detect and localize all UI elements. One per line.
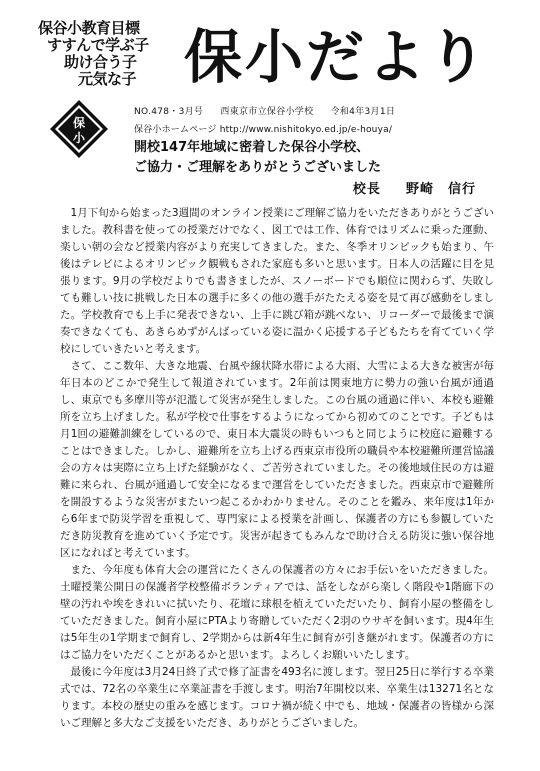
goals-title: 保谷小教育目標: [38, 19, 140, 37]
principal-signature: [353, 178, 476, 197]
homepage-label: 保谷小ホームページ: [134, 125, 217, 135]
homepage-url[interactable]: http://www.nishitokyo.ed.jp/e-houya/: [219, 125, 393, 135]
school-name: 西東京市立保谷小学校: [220, 107, 314, 117]
school-emblem-icon: [48, 98, 110, 160]
article-body: [60, 205, 494, 732]
goal-item: 助け合う子: [64, 53, 137, 71]
principal-name: 野崎 信行: [405, 182, 476, 197]
headline-line: 開校147年地域に密着した保谷小学校、: [134, 140, 370, 155]
body-paragraph: また、今年度も体育大会の運営にたくさんの保護者の方々にお手伝いをいただきました。土曜授業公開日の保護者学校整備ボランティアでは、話をしながら楽しく階段や1階廊下の壁の汚れや埃をきれいに拭いたり、花壇に球根を植えていただいたり、飼育小屋の整備をしていただきました。飼育小屋にPTAより寄贈していただく2羽のウサギを飼います。現4年生は5年生の1学期まで飼育し、2学期からは新4年生に飼育が引き継がれます。保護者の方にはご協力をいただくことがあるかと思います。よろしくお願いいたします。: [60, 564, 494, 661]
principal-title: 校長: [352, 182, 381, 197]
homepage-line: [134, 122, 392, 135]
issue-number: NO.478・3月号: [134, 107, 204, 117]
body-paragraph: 最後に今年度は3月24日終了式で修了証書を493名に渡します。翌日25日に挙行する卒業式では、72名の卒業生に卒業証書を手渡します。明治7年開校以来、卒業生は13271名となります。本校の歴史の重みを感じます。コロナ禍が続く中でも、地域・保護者の皆様から深いご理解と多大なご支援をいただき、ありがとうございました。: [60, 666, 494, 729]
goal-item: 元気な子: [78, 70, 137, 88]
svg-text:保: 保: [72, 116, 86, 130]
body-paragraph: さて、ここ数年、大きな地震、台風や線状降水帯による大雨、大雪による大きな被害が毎年日本のどこかで発生して報道されています。2年前は関東地方に勢力の強い台風が通過し、東京でも多摩川等が氾濫して災害が発生しました。この台風の通過に伴い、本校も避難所を立ち上げました。私が学校で仕事をするようになってから初めてのことです。子どもは月1回の避難訓練をしているので、東日本大震災の時もいつもと同じように校庭に避難することはできました。しかし、避難所を立ち上げる西東京市役所の職員や本校避難所運営協議会の方々は実際に立ち上げた経験がなく、ご苦労されていました。その後地域住民の方は避難に来られ、台風が通過して安全になるまで運営をしていただきました。西東京市で避難所を開設するような災害がまたいつ起こるかわかりません。そのことを鑑み、来年度は1年から6年まで防災学習を重視して、専門家による授業を計画し、保護者の方にも参観していただき防災教育を進めていく予定です。災害が起きてもみんなで助け合える防災に強い保谷地区になればと考えています。: [60, 360, 494, 559]
goal-item: すすんで学ぶ子: [47, 36, 149, 54]
svg-text:小: 小: [72, 131, 86, 145]
headline-line: ご協力・ご理解をありがとうございました: [134, 160, 382, 175]
article-headline: [134, 138, 381, 178]
newsletter-title: 保小だより: [184, 23, 490, 91]
issue-date: 令和4年3月1日: [330, 107, 396, 117]
body-paragraph: 1月下旬から始まった3週間のオンライン授業にご理解ご協力をいただきありがとうございました。教科書を使っての授業だけでなく、図工では工作、体育ではリズムに乗った運動、楽しい朝の会など授業内容がより充実してきました。また、冬季オリンピックも始まり、午後はテレビによるオリンピック観戦もされた家庭も多いと思います。日本人の活躍に目を見張ります。9月の学校だよりでも書きましたが、スノーボードでも順位に関わらず、失敗しても難しい技に挑戦した日本の選手に多くの他の選手がたたえる姿を見て再び感動をしました。学校教育でも上手に発表できない、上手に跳び箱が跳べない、リコーダーで最後まで演奏できなくても、あきらめずがんばっている姿に温かく応援する子どもたちを育てていく学校にしていきたいと考えます。: [60, 207, 494, 355]
school-goals: [38, 20, 188, 88]
issue-info: [134, 104, 409, 117]
